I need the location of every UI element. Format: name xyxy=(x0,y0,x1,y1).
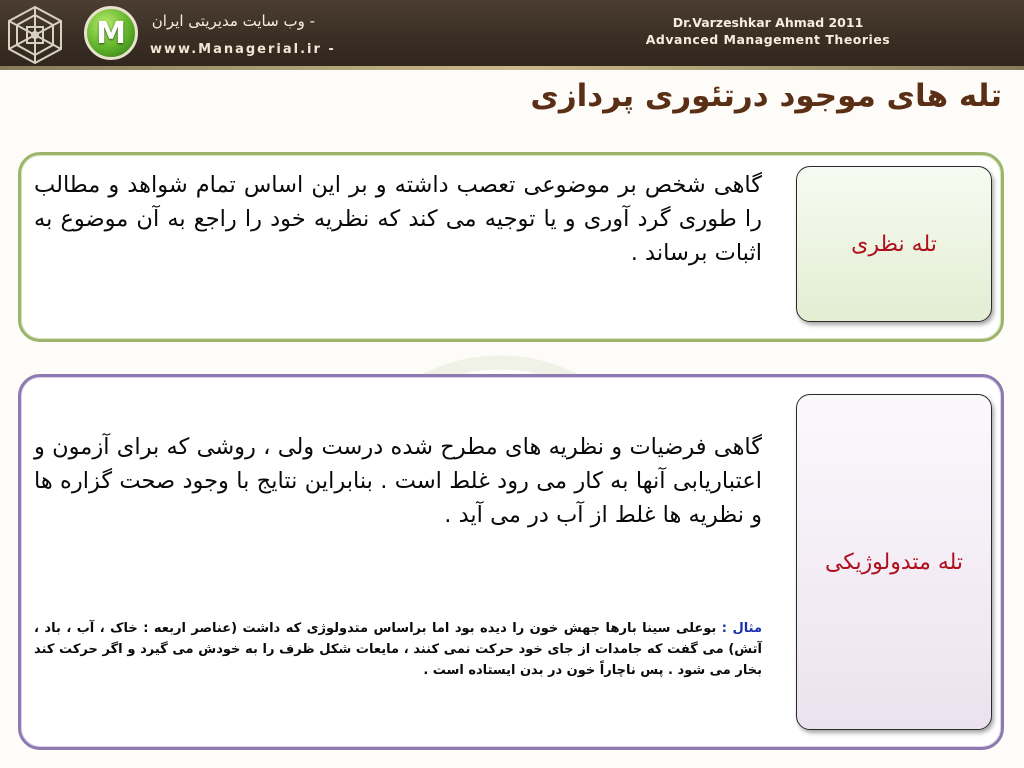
slide-title: تله های موجود درتئوری پردازی xyxy=(530,78,1002,114)
managerial-logo[interactable] xyxy=(84,6,138,60)
logo-letter: M xyxy=(96,15,126,51)
theoretical-trap-description: گاهی شخص بر موضوعی تعصب داشته و بر این اساس تمام شواهد و مطالب را طوری گرد آوری و یا توجیه می کند که نظریه خود را راجع به آن موضوع به اثبات برساند . xyxy=(34,172,762,266)
header-divider xyxy=(0,66,1024,70)
example-text: بوعلی سینا بارها جهش خون را دیده بود اما براساس متدولوژی که داشت (عناصر اربعه : خاک ، آب ، باد ، آتش) می گفت که جامدات از جای خود حرکت نمی کنند ، مایعات شکل ظرف را به خودش می گیرد و اگر حرکت کند بخار می شود . پس ناچاراً خون در بدن ایستاده است . xyxy=(34,621,762,678)
author-line: Dr.Varzeshkar Ahmad 2011 xyxy=(672,15,864,30)
methodological-trap-label xyxy=(796,394,992,730)
example-paragraph xyxy=(34,618,762,681)
course-line: Advanced Management Theories xyxy=(645,32,891,47)
course-info xyxy=(618,14,918,48)
university-emblem-icon xyxy=(4,4,66,66)
theoretical-trap-label-text: تله نظری xyxy=(851,231,937,257)
site-name: - وب سایت مدیریتی ایران xyxy=(151,12,315,30)
header-bar xyxy=(0,0,1024,70)
methodological-trap-label-text: تله متدولوژیکی xyxy=(824,549,964,575)
site-url[interactable]: www.Managerial.ir - xyxy=(150,42,336,57)
theoretical-trap-label xyxy=(796,166,992,322)
methodological-trap-description: گاهی فرضیات و نظریه های مطرح شده درست ولی ، روشی که برای آزمون و اعتباریابی آنها به کار می رود غلط است . بنابراین نتایج با وجود صحت گزاره ها و نظریه ها غلط از آب در می آید . xyxy=(34,434,762,528)
example-label: مثال : xyxy=(721,621,762,636)
